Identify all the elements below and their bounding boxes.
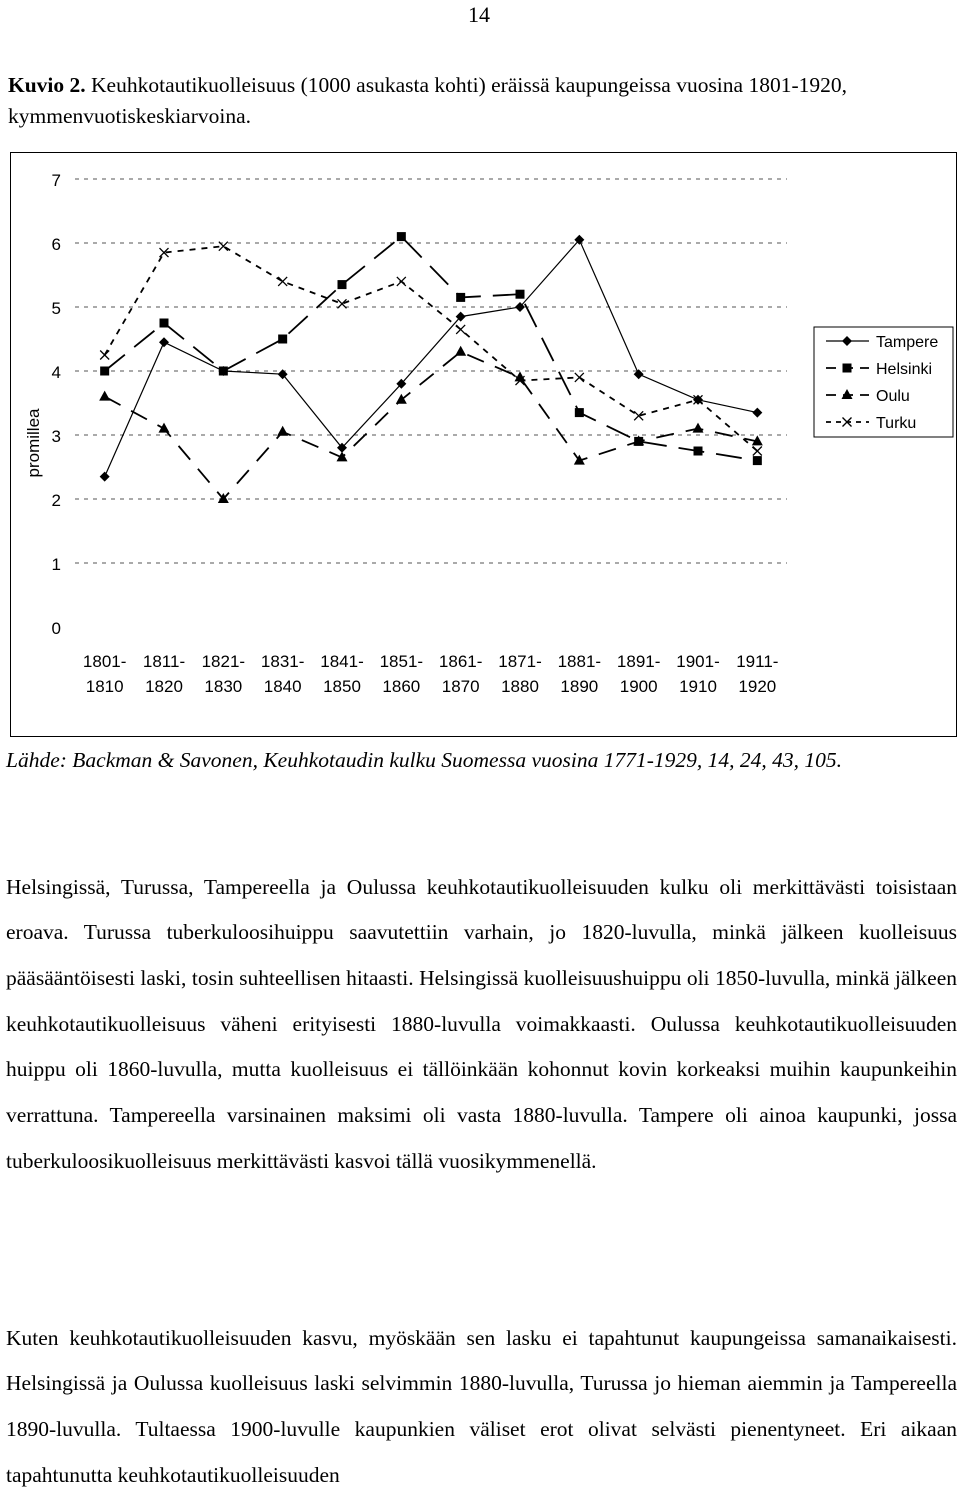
- body-paragraph-1: Helsingissä, Turussa, Tampereella ja Oulussa keuhkotautikuolleisuuden kulku oli merkittävästi toisistaan eroava. Turussa tuberkuloosihuippu saavutettiin varhain, jo 1820-luvulla, minkä jälkeen kuolleisuus pääsääntöisesti laski, tosin suhteellisen hitaasti. Helsingissä kuolleisuushuippu oli 1850-luvulla, minkä jälkeen keuhkotautikuolleisuus väheni erityisesti 1880-luvulla voimakkaasti. Oulussa keuhkotautikuolleisuuden huippu oli 1860-luvulla, mutta kuolleisuus ei tällöinkään kohonnut kovin korkeaksi muihin kaupunkeihin verrattuna. Tampereella varsinainen maksimi oli vasta 1880-luvulla. Tampere oli ainoa kaupunki, jossa tuberkuloosikuolleisuus merkittävästi kasvoi tällä vuosikymmenellä.: [6, 865, 957, 1185]
- data-point-tampere: [100, 472, 110, 482]
- body-paragraph-2: Kuten keuhkotautikuolleisuuden kasvu, myöskään sen lasku ei tapahtunut kaupungeissa samanaikaisesti. Helsingissä ja Oulussa kuolleisuus laski selvimmin 1880-luvulla, Turussa jo hieman aiemmin ja Tampereella 1890-luvulla. Tultaessa 1900-luvulle kaupunkien väliset erot olivat selvästi pienentyneet. Eri aikaan tapahtunutta keuhkotautikuolleisuuden: [6, 1316, 957, 1498]
- data-point-turku: [456, 325, 465, 334]
- x-tick-label: 1871-: [498, 652, 541, 671]
- x-tick-label: 1881-: [558, 652, 601, 671]
- data-point-tampere: [752, 408, 762, 418]
- legend-label-tampere: Tampere: [876, 334, 938, 351]
- x-tick-label: 1830: [204, 677, 242, 696]
- data-point-helsinki: [516, 290, 525, 299]
- legend-marker-helsinki: [843, 364, 852, 373]
- data-point-oulu: [99, 391, 110, 401]
- data-point-oulu: [277, 426, 288, 436]
- x-tick-label: 1910: [679, 677, 717, 696]
- figure-frame: [10, 152, 957, 737]
- page-number: 14: [468, 2, 490, 28]
- data-point-helsinki: [338, 280, 347, 289]
- y-tick-label: 1: [52, 555, 61, 574]
- line-chart: [11, 153, 956, 736]
- x-tick-label: 1851-: [380, 652, 423, 671]
- x-tick-label: 1861-: [439, 652, 482, 671]
- series-line-turku: [105, 246, 758, 451]
- data-point-tampere: [159, 337, 169, 347]
- y-tick-label: 3: [52, 427, 61, 446]
- data-point-oulu: [159, 423, 170, 433]
- x-tick-label: 1831-: [261, 652, 304, 671]
- x-tick-label: 1920: [738, 677, 776, 696]
- data-point-turku: [219, 242, 228, 251]
- data-point-turku: [753, 447, 762, 456]
- data-point-turku: [278, 277, 287, 286]
- data-point-helsinki: [753, 456, 762, 465]
- x-tick-label: 1911-: [736, 652, 778, 671]
- data-point-helsinki: [694, 447, 703, 456]
- y-tick-label: 6: [52, 235, 61, 254]
- data-point-oulu: [396, 394, 407, 404]
- y-tick-label: 2: [52, 491, 61, 510]
- data-point-helsinki: [397, 232, 406, 241]
- legend-label-oulu: Oulu: [876, 388, 910, 405]
- y-tick-label: 4: [52, 363, 61, 382]
- figure-caption: [8, 70, 953, 132]
- x-tick-label: 1890: [560, 677, 598, 696]
- series-line-oulu: [105, 352, 758, 499]
- y-tick-label: 7: [52, 171, 61, 190]
- legend-label-helsinki: Helsinki: [876, 361, 932, 378]
- data-point-oulu: [693, 423, 704, 433]
- x-tick-label: 1901-: [676, 652, 719, 671]
- data-point-helsinki: [456, 293, 465, 302]
- data-point-helsinki: [278, 335, 287, 344]
- data-point-turku: [100, 351, 109, 360]
- x-tick-label: 1840: [264, 677, 302, 696]
- data-point-turku: [397, 277, 406, 286]
- series-line-tampere: [105, 240, 758, 477]
- data-point-turku: [338, 299, 347, 308]
- series-line-helsinki: [105, 237, 758, 461]
- data-point-helsinki: [100, 367, 109, 376]
- x-tick-label: 1821-: [202, 652, 245, 671]
- x-tick-label: 1820: [145, 677, 183, 696]
- x-tick-label: 1870: [442, 677, 480, 696]
- x-tick-label: 1891-: [617, 652, 660, 671]
- x-tick-label: 1900: [620, 677, 658, 696]
- y-tick-label: 0: [52, 619, 61, 638]
- figure-caption-text: Keuhkotautikuolleisuus (1000 asukasta kohti) eräissä kaupungeissa vuosina 1801-1920, kymmenvuotiskeskiarvoina.: [8, 73, 847, 128]
- data-point-turku: [575, 373, 584, 382]
- data-point-oulu: [455, 346, 466, 356]
- x-tick-label: 1811-: [143, 652, 185, 671]
- figure-source: Lähde: Backman & Savonen, Keuhkotaudin kulku Suomessa vuosina 1771-1929, 14, 24, 43, 105.: [6, 744, 951, 776]
- x-tick-label: 1880: [501, 677, 539, 696]
- y-axis-label: promillea: [24, 408, 43, 478]
- x-tick-label: 1801-: [83, 652, 126, 671]
- data-point-helsinki: [160, 319, 169, 328]
- x-tick-label: 1850: [323, 677, 361, 696]
- y-tick-label: 5: [52, 299, 61, 318]
- x-tick-label: 1841-: [320, 652, 363, 671]
- x-tick-label: 1810: [86, 677, 124, 696]
- data-point-helsinki: [219, 367, 228, 376]
- figure-label: Kuvio 2.: [8, 73, 86, 97]
- x-tick-label: 1860: [382, 677, 420, 696]
- data-point-helsinki: [575, 408, 584, 417]
- legend-label-turku: Turku: [876, 415, 916, 432]
